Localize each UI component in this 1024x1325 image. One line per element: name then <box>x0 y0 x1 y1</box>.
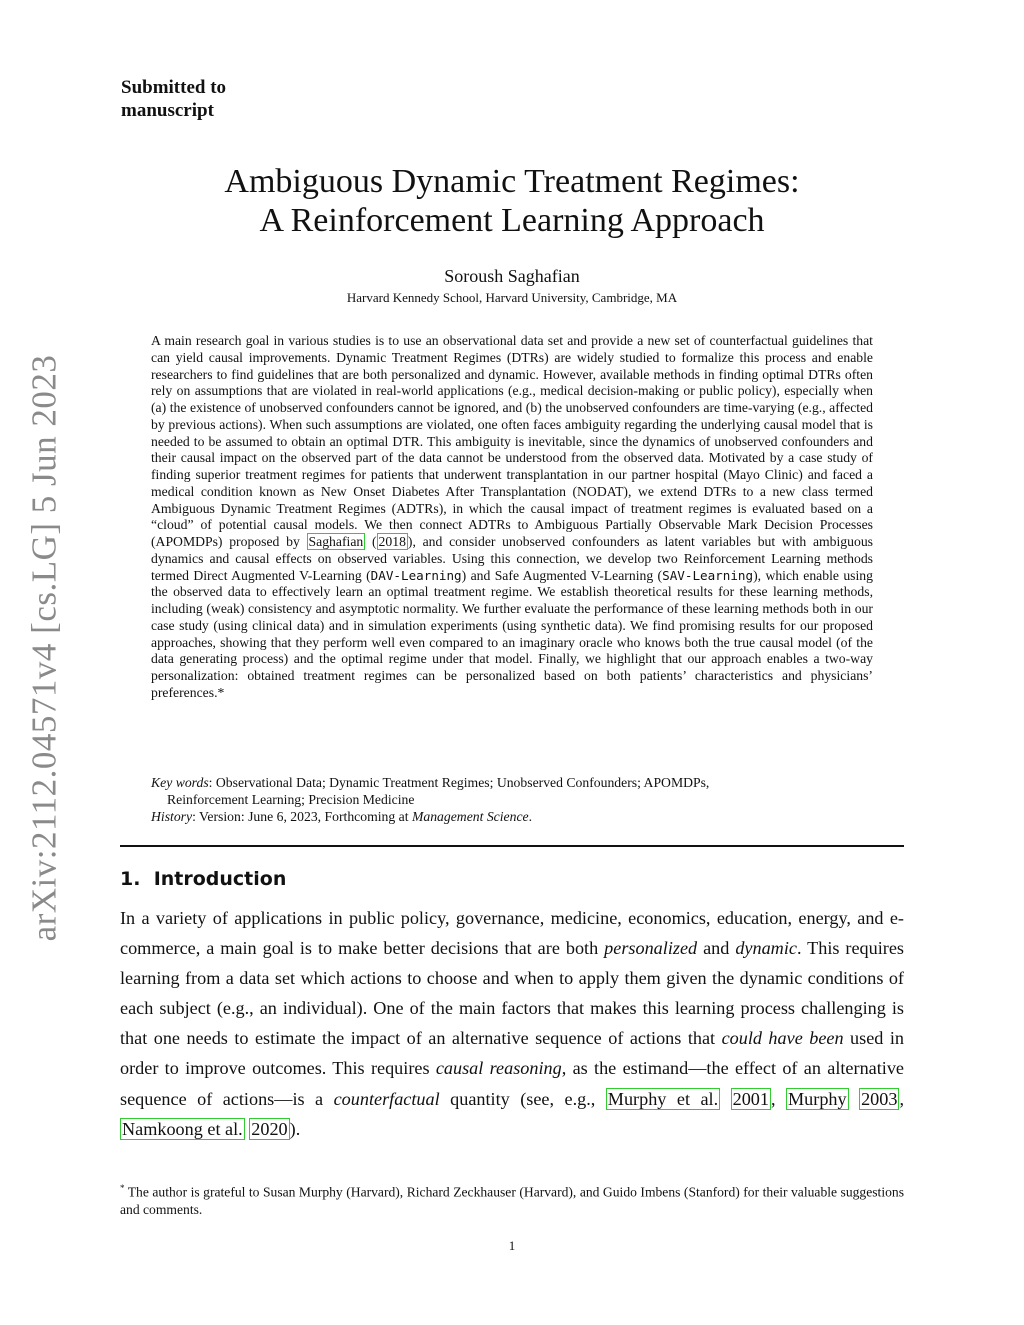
intro-emphasis: counterfactual <box>333 1088 440 1109</box>
keywords-continuation: Reinforcement Learning; Precision Medicine <box>167 791 415 807</box>
footnote <box>120 1180 904 1218</box>
submitted-to-label: Submitted to <box>121 77 227 98</box>
abstract-text: , and consider unobserved confounders as latent variables but with ambiguous dynamics and causal effects on observed variables. Using this connection, we develop two Reinforcement Learning methods termed Direct Augmented V-Learning ( <box>151 534 874 583</box>
title-line-1: Ambiguous Dynamic Treatment Regimes: <box>224 163 800 200</box>
abstract-text: A main research goal in various studies is to use an observational data set and provide a new set of counterfactual guidelines that can yield causal improvements. Dynamic Treatment Regimes (DTRs) are widely studied to formalize this process and enable researchers to find guidelines that are both personalized and dynamic. However, available methods in finding optimal DTRs often rely on assumptions that are violated in real-world applications (e.g., medical decision-making or public policy), especially when (a) the existence of unobserved confounders cannot be ignored, and (b) the unobserved confounders are time-varying (e.g., affected by previous actions). When such assumptions are violated, one often faces ambiguity regarding the underlying causal model that is needed to be assumed to obtain an optimal DTR. This ambiguity is inevitable, since the dynamics of unobserved confounders and their causal impact on the observed part of the data cannot be understood from the observed data. Motivated by a case study of finding superior treatment regimes for patients that underwent transplantation in our partner hospital (Mayo Clinic) and faced a medical condition known as New Onset Diabetes After Transplantation (NODAT), we extend DTRs to a new class termed Ambiguous Dynamic Treatment Regimes (ADTRs), in which the causal impact of treatment regimes is evaluated based on a “cloud” of potential causal models. We then connect ADTRs to Ambiguous Partially Observable Mark Decision Processes (APOMDPs) proposed by <box>151 333 873 549</box>
abstract-text: ) and Safe Augmented V-Learning ( <box>461 567 663 583</box>
history-text: Version: June 6, 2023, Forthcoming at <box>199 808 409 824</box>
intro-emphasis: dynamic <box>735 938 797 959</box>
citation-link-murphy[interactable]: Murphy <box>788 1088 847 1109</box>
keywords-text: Observational Data; Dynamic Treatment Regimes; Unobserved Confounders; APOMDPs, <box>215 775 710 790</box>
author-name: Soroush Saghafian <box>444 266 580 286</box>
section-divider <box>120 845 904 847</box>
abstract: A main research goal in various studies is to use an observational data set and provide a new set of counterfactual guidelines that can yield causal improvements. Dynamic Treatment Regimes (DTRs) are widely studied to formalize this process and enable researchers to find guidelines that are both personalized and dynamic. However, available methods in finding optimal DTRs often rely on assumptions that are violated in real-world applications (e.g., medical decision-making or public policy), especially when (a) the existence of unobserved confounders cannot be ignored, and (b) the unobserved confounders are time-varying (e.g., affected by previous actions). When such assumptions are violated, one often faces ambiguity regarding the underlying causal model that is needed to be assumed to obtain an optimal DTR. This ambiguity is inevitable, since the dynamics of unobserved confounders and their causal impact on the observed part of the data cannot be understood from the observed data. Motivated by a case study of finding superior treatment regimes for patients that underwent transplantation in our partner hospital (Mayo Clinic) and faced a medical condition known as New Onset Diabetes After Transplantation (NODAT), we extend DTRs to a new class termed Ambiguous Dynamic Treatment Regimes (ADTRs), in which the causal impact of treatment regimes is evaluated based on a “cloud” of potential causal models. We then connect ADTRs to Ambiguous Partially Observable Mark Decision Processes (APOMDPs) proposed by Saghafian ( 2018 ), and consider unobserved confounders as latent variables but with ambiguous dynamics and causal effects on observed variables. Using this connection, we develop two Reinforcement Learning methods termed Direct Augmented V-Learning (DAV-Learning) and Safe Augmented V-Learning (SAV-Learning), which enable using the observed data to effectively learn an optimal treatment regime. We establish theoretical results for these learning methods, including (weak) consistency and asymptotic normality. We further evaluate the performance of these learning methods both in our case study (using clinical data) and in simulation experiments (using synthetic data). We find promising results for our proposed approaches, showing that they perform well even compared to an imaginary oracle who knows both the true causal model (of the data generating process) and the optimal regime under that model. Finally, we highlight that our approach enables a two-way personalization: obtained treatment regimes can be personalized based on both patients’ characteristics and physicians’ preferences.* <box>151 333 874 700</box>
intro-text: and <box>703 938 730 959</box>
citation-link-saghafian[interactable] <box>307 533 366 550</box>
section-heading <box>120 868 286 890</box>
intro-text: In a variety of applications in public policy, governance, medicine, economics, education, energy, and e-commerce, a main goal is to make better decisions that are both <box>120 908 904 959</box>
arxiv-stamp <box>22 354 66 941</box>
keywords-line: Key words: Observational Data; Dynamic Treatment Regimes; Unobserved Confounders; APOMDPs, <box>151 775 710 790</box>
history-end: . <box>528 808 533 824</box>
citation-link-2020[interactable]: 2020 <box>251 1118 288 1139</box>
footnote-text: The author is grateful to Susan Murphy (Harvard), Richard Zeckhauser (Harvard), and Guido Imbens (Stanford) for their valuable suggestions and comments. <box>120 1184 904 1217</box>
page-number: 1 <box>508 1238 516 1253</box>
method-name-dav: DAV-Learning <box>370 567 462 583</box>
journal-name: Management Science <box>411 808 529 824</box>
keywords-label: Key words <box>151 775 209 790</box>
paper-title <box>120 162 904 240</box>
intro-emphasis: causal reasoning <box>435 1058 562 1079</box>
intro-text: . This requires learning from a data set which actions to choose and when to apply them given the dynamic conditions of each subject (e.g., an individual). One of the main factors that makes this learning process challenging is that one needs to estimate the impact of an alternative sequence of actions that <box>120 938 905 1049</box>
citation-link-2018[interactable] <box>377 533 408 550</box>
citation-year: 2018 <box>378 534 406 549</box>
citation-link-murphy-et-al[interactable]: Murphy et al. <box>607 1088 719 1109</box>
intro-text: used in order to improve outcomes. This requires <box>120 1028 904 1079</box>
manuscript-label: manuscript <box>121 100 214 121</box>
intro-text: , as the estimand—the effect of an alternative sequence of actions—is a <box>120 1058 905 1109</box>
citation-link-2003[interactable]: 2003 <box>861 1088 898 1109</box>
footnote-marker: * <box>120 1183 125 1193</box>
citation-author: Saghafian <box>308 534 364 549</box>
intro-text: ). <box>289 1118 301 1139</box>
author-affiliation: Harvard Kennedy School, Harvard University, Cambridge, MA <box>346 290 678 305</box>
intro-emphasis: could have been <box>721 1028 844 1049</box>
abstract-text: ), which enable using the observed data to effectively learn an optimal treatment regime. We establish theoretical results for these learning methods, including (weak) consistency and asymptotic normality. We further evaluate the performance of these learning methods both in our case study (using clinical data) and in simulation experiments (using synthetic data). We find promising results for our proposed approaches, showing that they perform well even compared to an imaginary oracle who knows both the true causal model (of the data generating process) and the optimal regime under that model. Finally, we highlight that our approach enables a two-way personalization: obtained treatment regimes can be personalized based on both patients’ characteristics and physicians’ preferences.* <box>151 567 873 700</box>
keywords-block <box>151 775 873 825</box>
citation-link-namkoong-et-al[interactable]: Namkoong et al. <box>122 1118 243 1139</box>
submission-header <box>121 76 226 122</box>
history-label: History <box>151 808 193 824</box>
citation-link-2001[interactable]: 2001 <box>732 1088 769 1109</box>
intro-emphasis: personalized <box>604 938 698 959</box>
method-name-sav: SAV-Learning <box>662 567 754 583</box>
history-line: History: Version: June 6, 2023, Forthcoming at Management Science. <box>151 808 533 824</box>
section-number: 1. <box>120 868 141 890</box>
introduction-paragraph: In a variety of applications in public policy, governance, medicine, economics, education, energy, and e-commerce, a main goal is to make better decisions that are both personalized and dynamic. This requires learning from a data set which actions to choose and when to apply them given the dynamic conditions of each subject (e.g., an individual). One of the main factors that makes this learning process challenging is that one needs to estimate the impact of an alternative sequence of actions that could have been used in order to improve outcomes. This requires causal reasoning, as the estimand—the effect of an alternative sequence of actions—is a counterfactual quantity (see, e.g., Murphy et al. 2001 , Murphy 2003 , Namkoong et al. 2020 ). <box>120 908 905 1139</box>
intro-text: quantity (see, e.g., <box>450 1088 596 1109</box>
section-title: Introduction <box>153 868 287 890</box>
arxiv-identifier: arXiv:2112.04571v4 [cs.LG] 5 Jun 2023 <box>24 354 64 941</box>
title-line-2: A Reinforcement Learning Approach <box>259 202 765 239</box>
